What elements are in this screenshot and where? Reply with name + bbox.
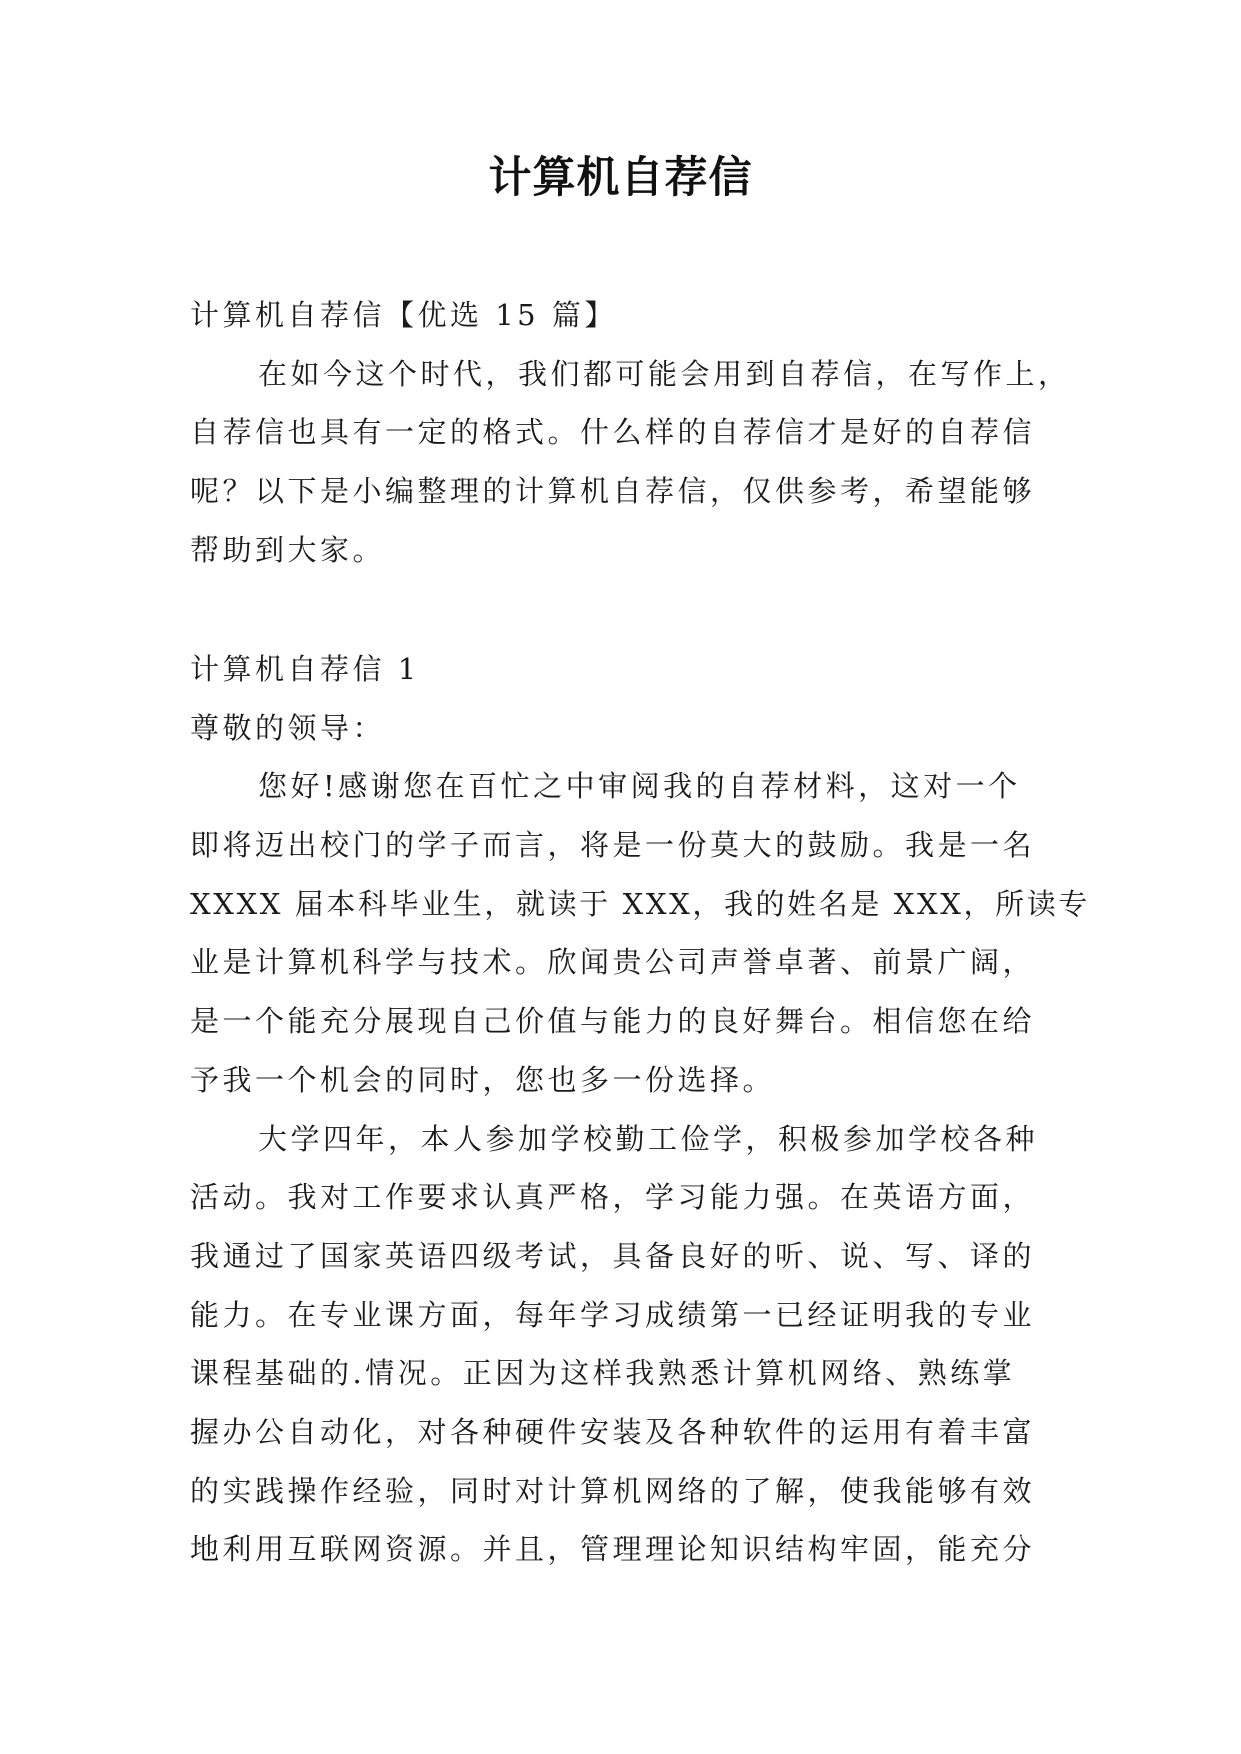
intro-line: 自荐信也具有一定的格式。什么样的自荐信才是好的自荐信 [190, 415, 1036, 450]
document-title: 计算机自荐信 [488, 153, 753, 203]
paragraph-line: 我通过了国家英语四级考试，具备良好的听、说、写、译的 [190, 1238, 1036, 1273]
paragraph-line: 予我一个机会的同时，您也多一份选择。 [190, 1062, 776, 1097]
paragraph-line: 能力。在专业课方面，每年学习成绩第一已经证明我的专业 [190, 1297, 1036, 1332]
paragraph-line: 的实践操作经验，同时对计算机网络的了解，使我能够有效 [190, 1473, 1036, 1508]
paragraph-line: 您好!感谢您在百忙之中审阅我的自荐材料，这对一个 [258, 769, 1021, 804]
paragraph-line: 大学四年，本人参加学校勤工俭学，积极参加学校各种 [258, 1121, 1039, 1156]
paragraph-line: 地利用互联网资源。并且，管理理论知识结构牢固，能充分 [190, 1532, 1036, 1567]
salutation: 尊敬的领导： [190, 710, 386, 745]
document-subtitle: 计算机自荐信【优选 15 篇】 [190, 298, 617, 332]
intro-line: 在如今这个时代，我们都可能会用到自荐信，在写作上， [258, 356, 1071, 391]
paragraph-line: 是一个能充分展现自己价值与能力的良好舞台。相信您在给 [190, 1004, 1036, 1039]
paragraph-line: 即将迈出校门的学子而言，将是一份莫大的鼓励。我是一名 [190, 828, 1036, 863]
intro-line: 呢？以下是小编整理的计算机自荐信，仅供参考，希望能够 [190, 474, 1036, 509]
letter-section [190, 640, 1090, 1579]
paragraph-line: 课程基础的.情况。正因为这样我熟悉计算机网络、熟练掌 [190, 1356, 1016, 1391]
intro-section [190, 286, 1070, 579]
paragraph-line: 业是计算机科学与技术。欣闻贵公司声誉卓著、前景广阔， [190, 945, 1036, 980]
paragraph-line: 活动。我对工作要求认真严格，学习能力强。在英语方面， [190, 1180, 1036, 1215]
section-heading: 计算机自荐信 1 [190, 652, 420, 686]
paragraph-line: XXXX 届本科毕业生，就读于 XXX，我的姓名是 XXX，所读专 [190, 886, 1090, 921]
paragraph-line: 握办公自动化，对各种硬件安装及各种软件的运用有着丰富 [190, 1414, 1036, 1449]
intro-line: 帮助到大家。 [190, 532, 386, 567]
